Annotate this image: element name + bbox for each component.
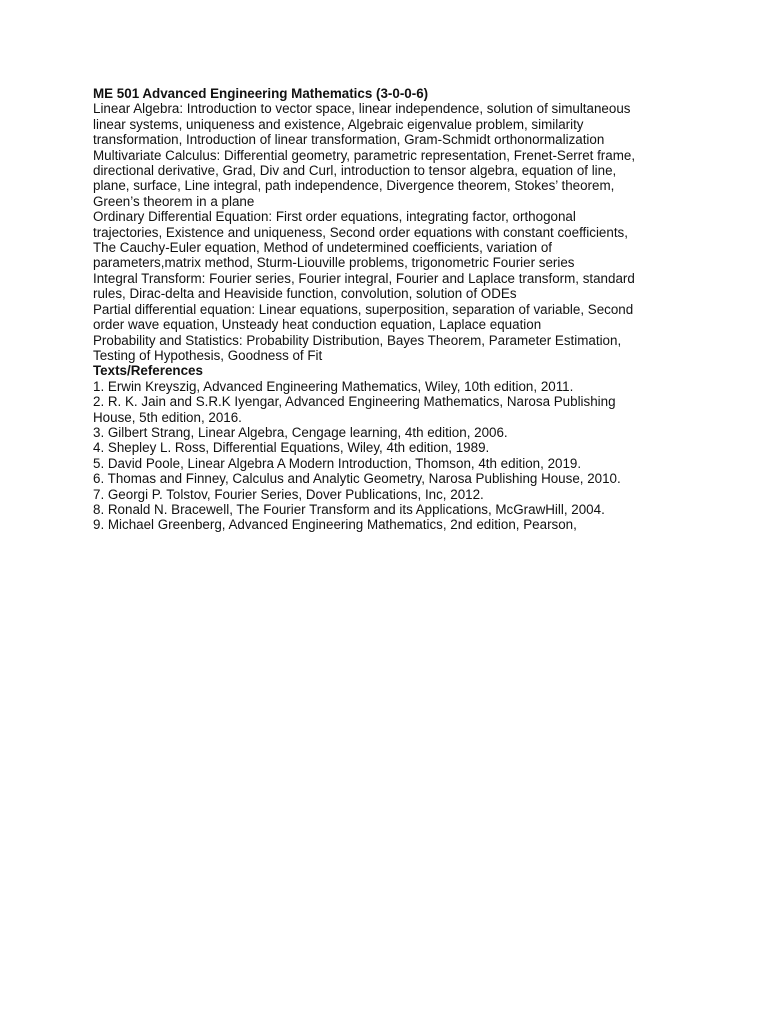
content-line: The Cauchy-Euler equation, Method of undetermined coefficients, variation of [93, 240, 553, 256]
content-line: trajectories, Existence and uniqueness, Second order equations with constant coefficients, [93, 224, 628, 240]
reference-item: 3. Gilbert Strang, Linear Algebra, Cengage learning, 4th edition, 2006. [93, 424, 508, 440]
content-line: rules, Dirac-delta and Heaviside function, convolution, solution of ODEs [93, 286, 517, 302]
reference-item: House, 5th edition, 2016. [93, 409, 242, 425]
content-line: parameters,matrix method, Sturm-Liouville problems, trigonometric Fourier series [93, 255, 575, 271]
content-line: directional derivative, Grad, Div and Curl, introduction to tensor algebra, equation of line, [93, 163, 617, 179]
course-title: ME 501 Advanced Engineering Mathematics (3-0-0-6) [93, 86, 429, 101]
content-line: Testing of Hypothesis, Goodness of Fit [93, 347, 323, 363]
references-heading: Texts/References [93, 363, 203, 379]
content-line: Integral Transform: Fourier series, Fourier integral, Fourier and Laplace transform, standard [93, 270, 635, 286]
reference-item: 4. Shepley L. Ross, Differential Equations, Wiley, 4th edition, 1989. [93, 440, 490, 456]
reference-item: 1. Erwin Kreyszig, Advanced Engineering Mathematics, Wiley, 10th edition, 2011. [93, 378, 574, 394]
content-line: Multivariate Calculus: Differential geometry, parametric representation, Frenet-Serret frame, [93, 147, 636, 163]
content-line: order wave equation, Unsteady heat conduction equation, Laplace equation [93, 317, 542, 333]
reference-item: 8. Ronald N. Bracewell, The Fourier Transform and its Applications, McGrawHill, 2004. [93, 501, 605, 517]
content-line: Ordinary Differential Equation: First order equations, integrating factor, orthogonal [93, 209, 576, 225]
content-line: Partial differential equation: Linear equations, superposition, separation of variable, Second [93, 301, 634, 317]
content-line: plane, surface, Line integral, path independence, Divergence theorem, Stokes’ theorem, [93, 178, 615, 194]
content-line: Green’s theorem in a plane [93, 193, 255, 209]
syllabus-page [93, 86, 693, 533]
references-list [93, 379, 693, 533]
reference-item: 6. Thomas and Finney, Calculus and Analytic Geometry, Narosa Publishing House, 2010. [93, 471, 621, 487]
reference-item: 5. David Poole, Linear Algebra A Modern Introduction, Thomson, 4th edition, 2019. [93, 455, 582, 471]
reference-item: 2. R. K. Jain and S.R.K Iyengar, Advanced Engineering Mathematics, Narosa Publishing [93, 394, 616, 410]
reference-item: 9. Michael Greenberg, Advanced Engineering Mathematics, 2nd edition, Pearson, [93, 517, 577, 533]
content-line: linear systems, uniqueness and existence, Algebraic eigenvalue problem, similarity [93, 116, 584, 132]
reference-item: 7. Georgi P. Tolstov, Fourier Series, Dover Publications, Inc, 2012. [93, 486, 484, 502]
content-line: Probability and Statistics: Probability Distribution, Bayes Theorem, Parameter Estimation, [93, 332, 622, 348]
content-line: Linear Algebra: Introduction to vector space, linear independence, solution of simultaneous [93, 101, 631, 117]
content-line: transformation, Introduction of linear transformation, Gram-Schmidt orthonormalization [93, 132, 605, 148]
course-content [93, 101, 693, 363]
